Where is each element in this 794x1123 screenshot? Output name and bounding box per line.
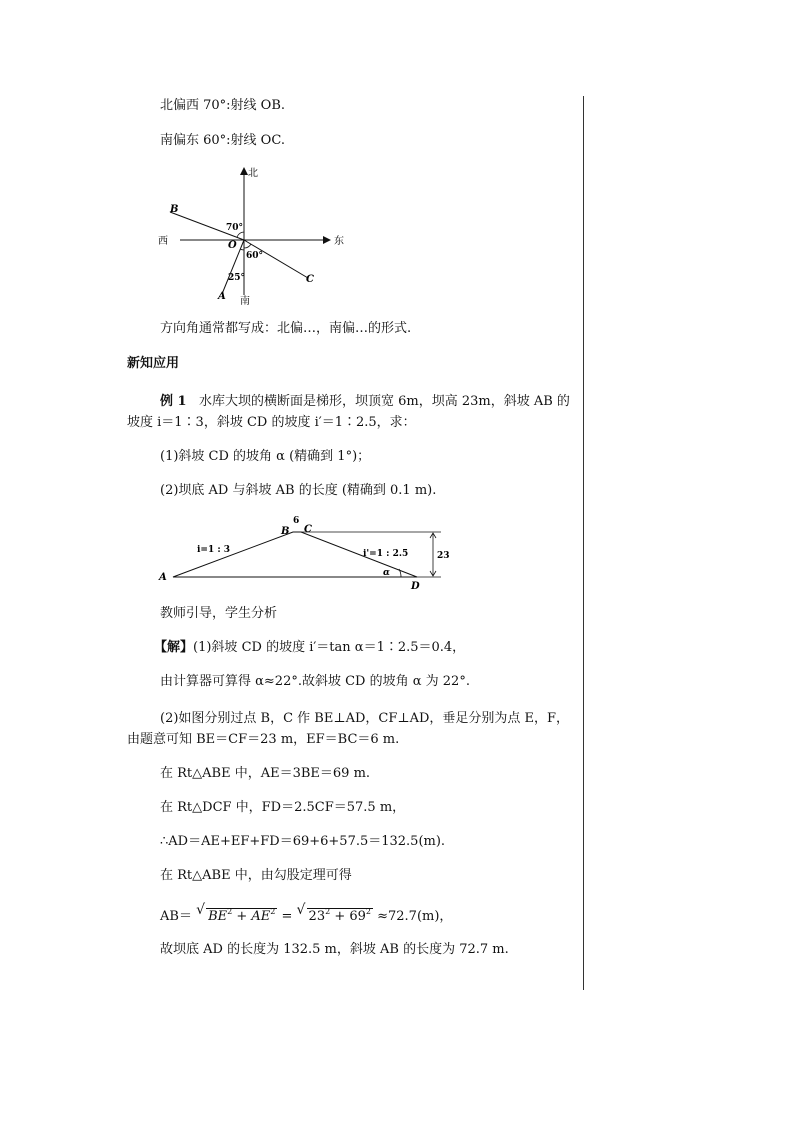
label-six: 6 bbox=[293, 516, 300, 526]
label-70: 70° bbox=[226, 223, 244, 233]
label-c: C bbox=[306, 274, 314, 285]
solution-line-9: 故坝底 AD 的长度为 132.5 m，斜坡 AB 的长度为 72.7 m. bbox=[160, 942, 509, 957]
solution-text-1: (1)斜坡 CD 的坡度 i′＝tan α＝1∶2.5＝0.4， bbox=[193, 640, 466, 655]
solution-line-3a: (2)如图分别过点 B，C 作 BE⊥AD，CF⊥AD，垂足分别为点 E，F， bbox=[160, 711, 570, 726]
example-line-1 bbox=[160, 393, 570, 411]
label-d: D bbox=[411, 581, 420, 592]
formula-eq: = bbox=[277, 909, 297, 924]
text-line-1: 北偏西 70°:射线 OB. bbox=[160, 98, 286, 113]
sqrt-2: √ $23^2 + 69^2$ bbox=[296, 902, 371, 924]
label-slope-cd: i'=1 : 2.5 bbox=[363, 549, 409, 559]
label-slope-ab: i=1 : 3 bbox=[197, 545, 231, 555]
example-text-a: 水库大坝的横断面是梯形，坝顶宽 6m，坝高 23m，斜坡 AB 的 bbox=[198, 394, 570, 409]
formula-lhs: AB＝ bbox=[160, 909, 192, 924]
section-heading: 新知应用 bbox=[127, 356, 180, 371]
solution-label: 【解】 bbox=[154, 640, 194, 655]
label-a: A bbox=[218, 291, 226, 302]
label-b: B bbox=[281, 526, 290, 537]
label-o: O bbox=[228, 240, 237, 251]
label-alpha: α bbox=[383, 568, 390, 578]
question-1: (1)斜坡 CD 的坡角 α (精确到 1°)； bbox=[160, 449, 371, 464]
formula-tail: ≈72.7(m)， bbox=[372, 909, 453, 924]
label-60: 60° bbox=[246, 251, 264, 261]
guide-line: 教师引导，学生分析 bbox=[160, 606, 278, 621]
solution-line-5: 在 Rt△DCF 中，FD＝2.5CF＝57.5 m， bbox=[160, 800, 406, 815]
label-west: 西 bbox=[158, 236, 168, 247]
solution-line-1 bbox=[154, 639, 465, 657]
label-b: B bbox=[170, 204, 179, 215]
question-2: (2)坝底 AD 与斜坡 AB 的长度 (精确到 0.1 m). bbox=[160, 483, 437, 498]
label-east: 东 bbox=[334, 236, 344, 247]
label-25: 25° bbox=[228, 273, 246, 283]
solution-line-7: 在 Rt△ABE 中，由勾股定理可得 bbox=[160, 868, 352, 883]
solution-line-8 bbox=[160, 903, 452, 926]
right-margin-rule bbox=[583, 96, 584, 990]
text-line-2: 南偏东 60°:射线 OC. bbox=[160, 133, 285, 148]
arc-25 bbox=[240, 249, 244, 250]
text-line-3: 方向角通常都写成：北偏…，南偏…的形式. bbox=[160, 321, 412, 336]
solution-line-2: 由计算器可算得 α≈22°.故斜坡 CD 的坡角 α 为 22°. bbox=[160, 674, 470, 689]
sqrt-1: √ $BE^2 + AE^2$ bbox=[196, 902, 276, 924]
dam-cross-section-figure bbox=[155, 512, 455, 592]
direction-angle-figure bbox=[150, 160, 350, 310]
solution-line-6: ∴AD＝AE+EF+FD＝69+6+57.5＝132.5(m). bbox=[160, 834, 446, 849]
label-north: 北 bbox=[248, 168, 258, 179]
example-label: 例 1 bbox=[160, 394, 187, 409]
label-height: 23 bbox=[437, 551, 450, 561]
label-a: A bbox=[159, 572, 167, 583]
example-line-2: 坡度 i＝1∶3，斜坡 CD 的坡度 i′＝1∶2.5，求： bbox=[127, 415, 416, 430]
label-c: C bbox=[304, 524, 312, 535]
arc-60 bbox=[244, 244, 251, 248]
solution-line-4: 在 Rt△ABE 中，AE＝3BE＝69 m. bbox=[160, 766, 371, 781]
solution-line-3b: 由题意可知 BE＝CF＝23 m，EF＝BC＝6 m. bbox=[127, 732, 400, 747]
label-south: 南 bbox=[240, 296, 250, 307]
